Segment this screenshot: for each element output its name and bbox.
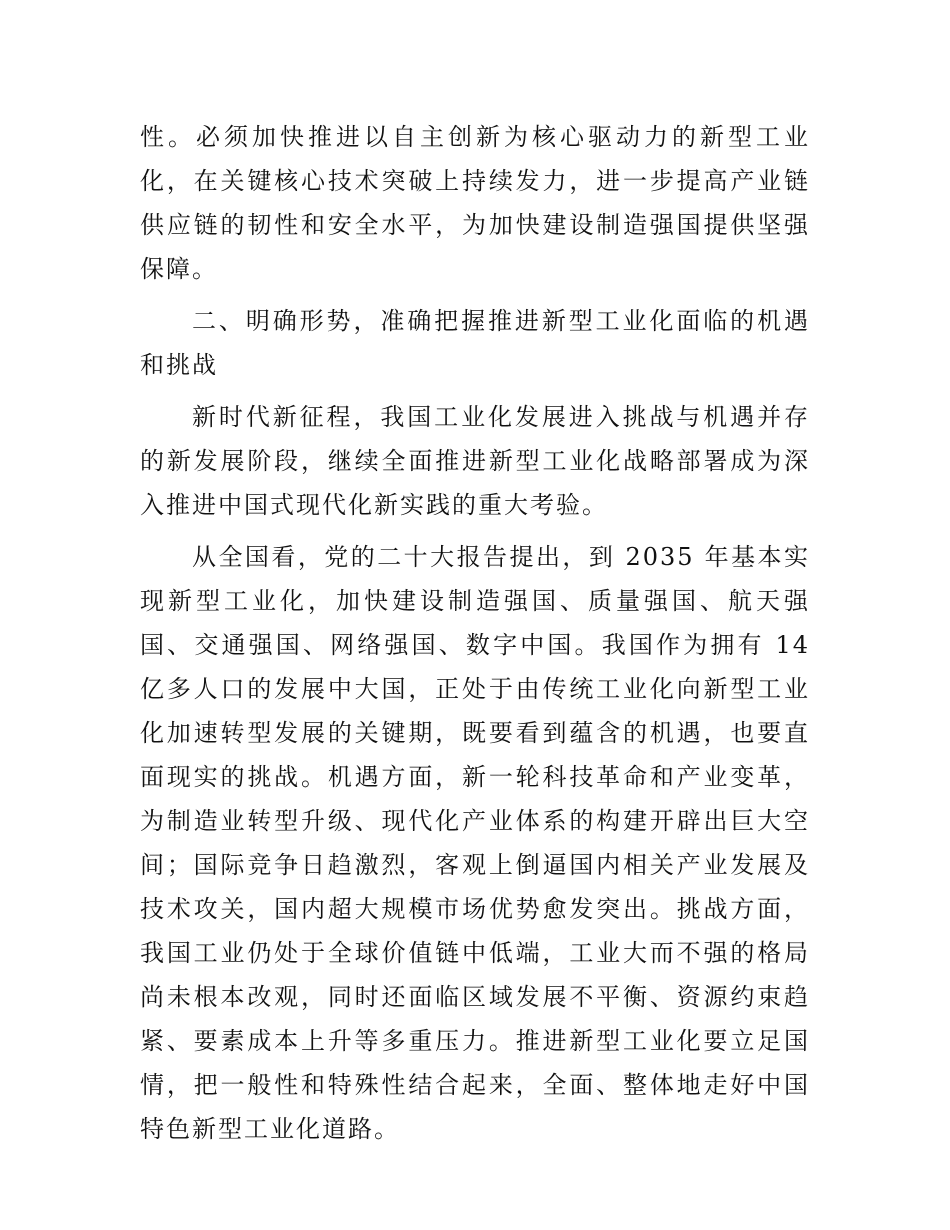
document-body [140,115,810,1151]
paragraph-continuation: 性。必须加快推进以自主创新为核心驱动力的新型工业化，在关键核心技术突破上持续发力，进一步提高产业链供应链的韧性和安全水平，为加快建设制造强国提供坚强保障。 [140,123,810,283]
paragraph-national-view: 从全国看，党的二十大报告提出，到 2035 年基本实现新型工业化，加快建设制造强国、质量强国、航天强国、交通强国、网络强国、数字中国。我国作为拥有 14 亿多人口的发展中大国，正处于由传统工业化向新型工业化加速转型发展的关键期，既要看到蕴含的机遇，也要直面现实的挑战。机遇方面，新一轮科技革命和产业变革，为制造业转型升级、现代化产业体系的构建开辟出巨大空间；国际竞争日趋激烈，客观上倒逼国内相关产业发展及技术攻关，国内超大规模市场优势愈发突出。挑战方面，我国工业仍处于全球价值链中低端，工业大而不强的格局尚未根本改观，同时还面临区域发展不平衡、资源约束趋紧、要素成本上升等多重压力。推进新型工业化要立足国情，把一般性和特殊性结合起来，全面、整体地走好中国特色新型工业化道路。 [140,543,810,1143]
section-heading: 二、明确形势，准确把握推进新型工业化面临的机遇和挑战 [140,307,810,379]
paragraph-new-era: 新时代新征程，我国工业化发展进入挑战与机遇并存的新发展阶段，继续全面推进新型工业化战略部署成为深入推进中国式现代化新实践的重大考验。 [140,403,810,519]
